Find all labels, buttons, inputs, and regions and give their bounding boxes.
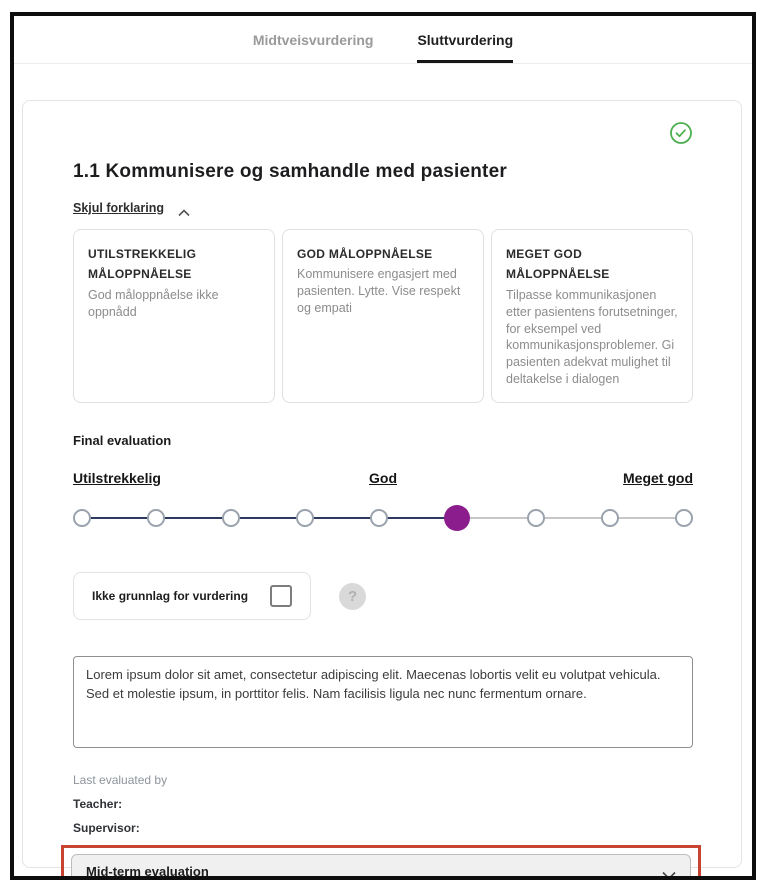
supervisor-label: Supervisor: — [73, 821, 140, 836]
annotation-highlight-box — [61, 845, 701, 880]
rating-dot[interactable] — [527, 509, 545, 527]
no-basis-label: Ikke grunnlag for vurdering — [92, 589, 249, 604]
no-basis-container — [73, 572, 311, 620]
chevron-down-icon — [662, 867, 676, 876]
midterm-evaluation-dropdown[interactable] — [71, 854, 691, 880]
comment-textarea[interactable] — [73, 656, 693, 748]
rating-dot[interactable] — [370, 509, 388, 527]
rating-dot[interactable] — [601, 509, 619, 527]
rating-dot[interactable] — [675, 509, 693, 527]
dropdown-selected-value: Mid-term evaluation — [86, 864, 209, 880]
level-descriptions — [73, 229, 693, 403]
teacher-label: Teacher: — [73, 797, 123, 812]
level-title: UTILSTREKKELIG MÅLOPPNÅELSE — [88, 247, 197, 282]
level-card-insufficient — [73, 229, 275, 403]
evaluation-card — [22, 100, 742, 880]
rating-slider[interactable] — [73, 504, 693, 532]
level-description: Kommunisere engasjert med pasienten. Lytte. Vise respekt og empati — [297, 267, 461, 316]
last-evaluated-by-label: Last evaluated by — [73, 773, 168, 788]
tab-midtveisvurdering[interactable]: Midtveisvurdering — [252, 32, 374, 48]
level-card-good — [282, 229, 484, 403]
no-basis-checkbox[interactable] — [270, 585, 292, 607]
level-title: MEGET GOD MÅLOPPNÅELSE — [506, 247, 610, 282]
tab-sluttvurdering[interactable]: Sluttvurdering — [417, 32, 513, 63]
help-icon[interactable]: ? — [339, 583, 366, 610]
hide-explanation-link[interactable]: Skjul forklaring — [73, 201, 164, 215]
level-card-very-good — [491, 229, 693, 403]
rating-dot[interactable] — [147, 509, 165, 527]
scale-label-high: Meget god — [623, 470, 693, 487]
rating-dot-selected[interactable] — [444, 505, 470, 531]
final-evaluation-label: Final evaluation — [73, 433, 172, 449]
chevron-up-icon[interactable] — [178, 204, 190, 212]
rating-dot[interactable] — [222, 509, 240, 527]
level-description: Tilpasse kommunikasjonen etter pasientens forutsetninger, for eksempel ved kommunikasjonsproblemer. Gi pasienten adekvat mulighet til deltakelse i dialogen — [506, 287, 678, 387]
page-title: 1.1 Kommunisere og samhandle med pasienter — [73, 161, 507, 182]
scale-label-low: Utilstrekkelig — [73, 470, 161, 487]
rating-dot[interactable] — [73, 509, 91, 527]
level-title: GOD MÅLOPPNÅELSE — [297, 247, 433, 261]
level-description: God måloppnåelse ikke oppnådd — [88, 287, 219, 319]
app-window — [10, 12, 756, 880]
rating-dot[interactable] — [296, 509, 314, 527]
completed-check-icon — [669, 121, 693, 145]
scale-label-mid: God — [369, 470, 397, 487]
tab-bar — [14, 16, 752, 64]
scale-labels — [73, 470, 693, 488]
